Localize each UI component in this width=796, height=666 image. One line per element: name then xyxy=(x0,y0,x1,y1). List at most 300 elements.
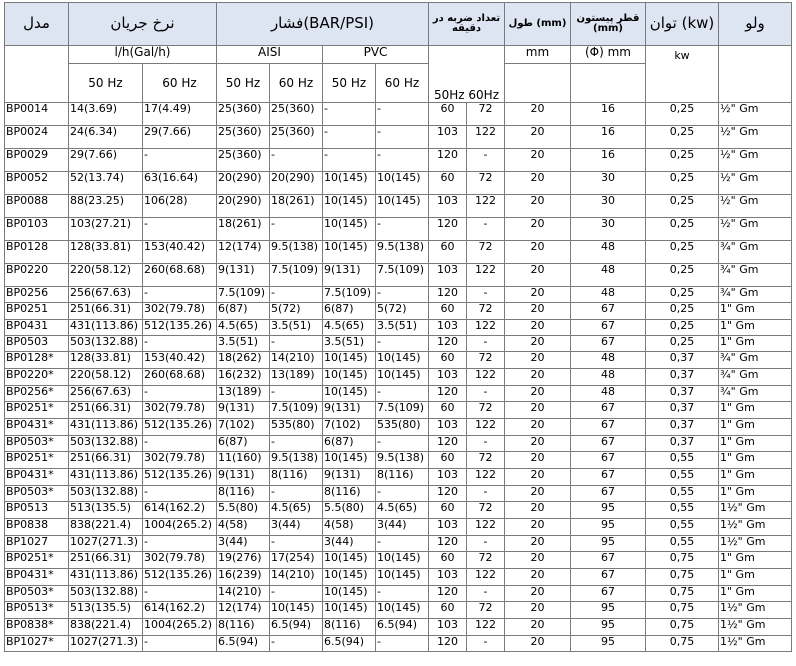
cell-diameter: 30 xyxy=(571,172,646,195)
cell-flow-50hz: 128(33.81) xyxy=(69,352,143,369)
cell-diameter: 67 xyxy=(571,402,646,419)
cell-flow-60hz: 614(162.2) xyxy=(143,602,217,619)
cell-length: 20 xyxy=(505,320,571,336)
cell-model: BP0503* xyxy=(5,436,69,452)
cell-pvc-60hz: - xyxy=(376,586,429,602)
cell-length: 20 xyxy=(505,552,571,569)
cell-valve: ¾" Gm xyxy=(719,352,792,369)
header-flow-50hz: 50 Hz xyxy=(69,64,143,103)
cell-flow-50hz: 503(132.88) xyxy=(69,336,143,352)
cell-pvc-50hz: 10(145) xyxy=(323,218,376,241)
cell-flow-50hz: 29(7.66) xyxy=(69,149,143,172)
cell-length: 20 xyxy=(505,586,571,602)
cell-aisi-60hz: - xyxy=(270,287,323,303)
table-row xyxy=(5,636,792,652)
cell-flow-60hz: - xyxy=(143,536,217,552)
cell-model: BP0431* xyxy=(5,419,69,436)
cell-flow-60hz: 153(40.42) xyxy=(143,352,217,369)
cell-strokes-50hz: 120 xyxy=(429,536,467,552)
cell-aisi-50hz: 25(360) xyxy=(217,126,270,149)
cell-flow-60hz: 614(162.2) xyxy=(143,502,217,519)
cell-pvc-50hz: 10(145) xyxy=(323,602,376,619)
header-flow-unit: l/h(Gal/h) xyxy=(69,46,217,64)
cell-aisi-50hz: 12(174) xyxy=(217,602,270,619)
cell-diameter: 16 xyxy=(571,126,646,149)
cell-model: BP0128 xyxy=(5,241,69,264)
cell-flow-50hz: 513(135.5) xyxy=(69,602,143,619)
cell-diameter: 16 xyxy=(571,149,646,172)
cell-pvc-50hz: 10(145) xyxy=(323,352,376,369)
cell-flow-50hz: 503(132.88) xyxy=(69,486,143,502)
cell-model: BP0431 xyxy=(5,320,69,336)
cell-strokes-60hz: 122 xyxy=(467,126,505,149)
cell-diameter: 30 xyxy=(571,195,646,218)
cell-pvc-60hz: - xyxy=(376,636,429,652)
cell-strokes-60hz: - xyxy=(467,436,505,452)
cell-strokes-50hz: 120 xyxy=(429,218,467,241)
cell-strokes-50hz: 60 xyxy=(429,172,467,195)
cell-aisi-50hz: 4.5(65) xyxy=(217,320,270,336)
cell-flow-60hz: 17(4.49) xyxy=(143,103,217,126)
cell-flow-60hz: - xyxy=(143,386,217,402)
cell-model: BP0503 xyxy=(5,336,69,352)
table-row xyxy=(5,419,792,436)
table-row xyxy=(5,619,792,636)
cell-aisi-50hz: 16(239) xyxy=(217,569,270,586)
cell-flow-50hz: 513(135.5) xyxy=(69,502,143,519)
cell-pvc-60hz: 3(44) xyxy=(376,519,429,536)
table-row xyxy=(5,126,792,149)
cell-flow-60hz: 106(28) xyxy=(143,195,217,218)
cell-valve: ½" Gm xyxy=(719,126,792,149)
cell-power: 0,37 xyxy=(646,369,719,386)
header-length: طول (mm) xyxy=(505,3,571,46)
cell-valve: ¾" Gm xyxy=(719,264,792,287)
cell-strokes-60hz: - xyxy=(467,536,505,552)
cell-strokes-50hz: 103 xyxy=(429,569,467,586)
cell-flow-60hz: - xyxy=(143,287,217,303)
cell-aisi-60hz: 20(290) xyxy=(270,172,323,195)
cell-flow-50hz: 220(58.12) xyxy=(69,264,143,287)
cell-model: BP0431* xyxy=(5,569,69,586)
cell-aisi-60hz: 3(44) xyxy=(270,519,323,536)
cell-strokes-50hz: 103 xyxy=(429,126,467,149)
cell-strokes-50hz: 103 xyxy=(429,419,467,436)
header-length-blank xyxy=(505,64,571,103)
cell-strokes-50hz: 120 xyxy=(429,336,467,352)
cell-pvc-50hz: 3.5(51) xyxy=(323,336,376,352)
cell-diameter: 48 xyxy=(571,264,646,287)
cell-flow-60hz: 512(135.26) xyxy=(143,419,217,436)
cell-diameter: 67 xyxy=(571,436,646,452)
table-row xyxy=(5,436,792,452)
cell-diameter: 30 xyxy=(571,218,646,241)
cell-power: 0,37 xyxy=(646,386,719,402)
cell-aisi-50hz: 19(276) xyxy=(217,552,270,569)
cell-valve: 1½" Gm xyxy=(719,519,792,536)
cell-aisi-60hz: 18(261) xyxy=(270,195,323,218)
cell-aisi-60hz: - xyxy=(270,536,323,552)
cell-flow-50hz: 256(67.63) xyxy=(69,287,143,303)
cell-diameter: 67 xyxy=(571,569,646,586)
cell-pvc-60hz: - xyxy=(376,386,429,402)
cell-diameter: 67 xyxy=(571,469,646,486)
cell-diameter: 67 xyxy=(571,486,646,502)
cell-strokes-50hz: 103 xyxy=(429,195,467,218)
cell-length: 20 xyxy=(505,419,571,436)
cell-strokes-50hz: 60 xyxy=(429,552,467,569)
cell-model: BP0256 xyxy=(5,287,69,303)
cell-strokes-60hz: - xyxy=(467,218,505,241)
table-row xyxy=(5,103,792,126)
cell-flow-60hz: - xyxy=(143,586,217,602)
cell-pvc-50hz: 8(116) xyxy=(323,619,376,636)
cell-length: 20 xyxy=(505,402,571,419)
cell-flow-50hz: 251(66.31) xyxy=(69,552,143,569)
cell-diameter: 48 xyxy=(571,287,646,303)
cell-diameter: 67 xyxy=(571,303,646,320)
cell-aisi-60hz: 25(360) xyxy=(270,126,323,149)
cell-valve: 1½" Gm xyxy=(719,619,792,636)
header-row-titles xyxy=(5,3,792,46)
cell-length: 20 xyxy=(505,636,571,652)
cell-strokes-60hz: 72 xyxy=(467,452,505,469)
cell-power: 0,75 xyxy=(646,619,719,636)
cell-aisi-50hz: 6.5(94) xyxy=(217,636,270,652)
cell-strokes-50hz: 103 xyxy=(429,369,467,386)
cell-valve: ¾" Gm xyxy=(719,369,792,386)
cell-aisi-60hz: - xyxy=(270,486,323,502)
cell-length: 20 xyxy=(505,303,571,320)
cell-flow-50hz: 256(67.63) xyxy=(69,386,143,402)
cell-aisi-50hz: 9(131) xyxy=(217,469,270,486)
cell-strokes-60hz: 72 xyxy=(467,502,505,519)
cell-strokes-60hz: 72 xyxy=(467,241,505,264)
cell-model: BP0029 xyxy=(5,149,69,172)
cell-flow-60hz: - xyxy=(143,218,217,241)
cell-flow-60hz: 302(79.78) xyxy=(143,303,217,320)
cell-valve: 1" Gm xyxy=(719,336,792,352)
cell-length: 20 xyxy=(505,386,571,402)
cell-power: 0,25 xyxy=(646,149,719,172)
cell-valve: 1" Gm xyxy=(719,586,792,602)
cell-strokes-60hz: - xyxy=(467,386,505,402)
table-row xyxy=(5,602,792,619)
cell-power: 0,25 xyxy=(646,320,719,336)
cell-pvc-60hz: - xyxy=(376,103,429,126)
cell-aisi-50hz: 6(87) xyxy=(217,303,270,320)
cell-pvc-50hz: - xyxy=(323,103,376,126)
header-diameter-blank xyxy=(571,64,646,103)
cell-diameter: 67 xyxy=(571,320,646,336)
cell-aisi-60hz: - xyxy=(270,336,323,352)
cell-flow-50hz: 103(27.21) xyxy=(69,218,143,241)
cell-strokes-50hz: 60 xyxy=(429,452,467,469)
cell-pvc-60hz: 7.5(109) xyxy=(376,264,429,287)
cell-aisi-60hz: 7.5(109) xyxy=(270,402,323,419)
cell-strokes-60hz: - xyxy=(467,336,505,352)
cell-valve: ¾" Gm xyxy=(719,386,792,402)
cell-strokes-60hz: - xyxy=(467,486,505,502)
cell-model: BP0014 xyxy=(5,103,69,126)
cell-strokes-60hz: - xyxy=(467,636,505,652)
cell-model: BP0251* xyxy=(5,552,69,569)
cell-valve: ½" Gm xyxy=(719,172,792,195)
cell-flow-60hz: - xyxy=(143,436,217,452)
cell-aisi-60hz: 25(360) xyxy=(270,103,323,126)
cell-aisi-60hz: 5(72) xyxy=(270,303,323,320)
cell-model: BP0503* xyxy=(5,586,69,602)
cell-flow-50hz: 251(66.31) xyxy=(69,452,143,469)
header-pressure: فشار(BAR/PSI) xyxy=(217,3,429,46)
cell-model: BP0024 xyxy=(5,126,69,149)
cell-flow-50hz: 503(132.88) xyxy=(69,586,143,602)
cell-length: 20 xyxy=(505,103,571,126)
cell-aisi-60hz: 3.5(51) xyxy=(270,320,323,336)
cell-power: 0,37 xyxy=(646,419,719,436)
table-row xyxy=(5,486,792,502)
cell-flow-60hz: 512(135.26) xyxy=(143,469,217,486)
cell-valve: 1½" Gm xyxy=(719,636,792,652)
cell-valve: 1½" Gm xyxy=(719,602,792,619)
cell-flow-60hz: - xyxy=(143,636,217,652)
header-row-units xyxy=(5,46,792,64)
cell-aisi-50hz: 14(210) xyxy=(217,586,270,602)
header-strokes-per-minute: تعداد ضربه در دقیقه xyxy=(429,3,505,46)
header-flow-60hz: 60 Hz xyxy=(143,64,217,103)
cell-flow-60hz: 302(79.78) xyxy=(143,402,217,419)
cell-flow-60hz: 1004(265.2) xyxy=(143,519,217,536)
cell-power: 0,55 xyxy=(646,502,719,519)
cell-pvc-50hz: 10(145) xyxy=(323,195,376,218)
cell-aisi-60hz: - xyxy=(270,586,323,602)
cell-pvc-60hz: 7.5(109) xyxy=(376,402,429,419)
cell-length: 20 xyxy=(505,336,571,352)
cell-strokes-50hz: 120 xyxy=(429,436,467,452)
cell-aisi-60hz: - xyxy=(270,386,323,402)
table-row xyxy=(5,149,792,172)
table-row xyxy=(5,264,792,287)
cell-diameter: 95 xyxy=(571,502,646,519)
cell-strokes-60hz: 72 xyxy=(467,103,505,126)
cell-valve: 1" Gm xyxy=(719,569,792,586)
cell-pvc-50hz: 4(58) xyxy=(323,519,376,536)
table-row xyxy=(5,386,792,402)
cell-aisi-50hz: 6(87) xyxy=(217,436,270,452)
cell-aisi-50hz: 7(102) xyxy=(217,419,270,436)
cell-pvc-50hz: 10(145) xyxy=(323,586,376,602)
cell-valve: ¾" Gm xyxy=(719,287,792,303)
cell-pvc-60hz: 8(116) xyxy=(376,469,429,486)
table-row xyxy=(5,336,792,352)
cell-length: 20 xyxy=(505,369,571,386)
cell-pvc-60hz: - xyxy=(376,218,429,241)
cell-flow-60hz: 1004(265.2) xyxy=(143,619,217,636)
cell-aisi-60hz: 535(80) xyxy=(270,419,323,436)
header-length-unit: mm xyxy=(505,46,571,64)
cell-model: BP0251 xyxy=(5,303,69,320)
cell-length: 20 xyxy=(505,241,571,264)
cell-power: 0,75 xyxy=(646,636,719,652)
cell-strokes-60hz: 72 xyxy=(467,172,505,195)
cell-power: 0,25 xyxy=(646,218,719,241)
cell-pvc-60hz: 9.5(138) xyxy=(376,241,429,264)
cell-power: 0,75 xyxy=(646,602,719,619)
cell-pvc-50hz: 10(145) xyxy=(323,369,376,386)
cell-power: 0,25 xyxy=(646,287,719,303)
cell-flow-60hz: 512(135.26) xyxy=(143,569,217,586)
cell-flow-50hz: 431(113.86) xyxy=(69,569,143,586)
cell-strokes-50hz: 60 xyxy=(429,103,467,126)
cell-length: 20 xyxy=(505,452,571,469)
table-body xyxy=(5,103,792,652)
cell-aisi-50hz: 13(189) xyxy=(217,386,270,402)
cell-valve: ½" Gm xyxy=(719,218,792,241)
cell-flow-50hz: 52(13.74) xyxy=(69,172,143,195)
table-row xyxy=(5,452,792,469)
table-row xyxy=(5,569,792,586)
cell-power: 0,25 xyxy=(646,336,719,352)
cell-pvc-50hz: 10(145) xyxy=(323,172,376,195)
table-row xyxy=(5,172,792,195)
cell-pvc-60hz: 3.5(51) xyxy=(376,320,429,336)
cell-length: 20 xyxy=(505,195,571,218)
header-pvc: PVC xyxy=(323,46,429,64)
cell-valve: 1" Gm xyxy=(719,436,792,452)
cell-pvc-50hz: 10(145) xyxy=(323,386,376,402)
cell-diameter: 67 xyxy=(571,419,646,436)
cell-strokes-50hz: 120 xyxy=(429,149,467,172)
cell-pvc-50hz: 9(131) xyxy=(323,469,376,486)
cell-strokes-60hz: 122 xyxy=(467,264,505,287)
cell-flow-60hz: 29(7.66) xyxy=(143,126,217,149)
cell-strokes-60hz: 122 xyxy=(467,195,505,218)
header-aisi-50hz: 50 Hz xyxy=(217,64,270,103)
header-aisi-60hz: 60 Hz xyxy=(270,64,323,103)
cell-strokes-50hz: 120 xyxy=(429,586,467,602)
cell-strokes-60hz: - xyxy=(467,287,505,303)
cell-strokes-50hz: 60 xyxy=(429,602,467,619)
cell-model: BP0128* xyxy=(5,352,69,369)
table-row xyxy=(5,287,792,303)
cell-power: 0,25 xyxy=(646,126,719,149)
cell-pvc-50hz: 8(116) xyxy=(323,486,376,502)
cell-aisi-60hz: 4.5(65) xyxy=(270,502,323,519)
cell-strokes-60hz: 72 xyxy=(467,402,505,419)
cell-strokes-50hz: 120 xyxy=(429,486,467,502)
cell-pvc-60hz: - xyxy=(376,436,429,452)
cell-flow-50hz: 838(221.4) xyxy=(69,619,143,636)
cell-pvc-50hz: 6.5(94) xyxy=(323,636,376,652)
cell-aisi-60hz: 17(254) xyxy=(270,552,323,569)
cell-aisi-60hz: - xyxy=(270,436,323,452)
cell-diameter: 16 xyxy=(571,103,646,126)
cell-power: 0,75 xyxy=(646,552,719,569)
cell-valve: 1" Gm xyxy=(719,402,792,419)
cell-length: 20 xyxy=(505,218,571,241)
table-row xyxy=(5,303,792,320)
cell-pvc-60hz: 535(80) xyxy=(376,419,429,436)
cell-power: 0,25 xyxy=(646,172,719,195)
cell-model: BP0431* xyxy=(5,469,69,486)
cell-flow-60hz: 302(79.78) xyxy=(143,452,217,469)
header-pvc-50hz: 50 Hz xyxy=(323,64,376,103)
cell-valve: ½" Gm xyxy=(719,195,792,218)
cell-aisi-50hz: 8(116) xyxy=(217,619,270,636)
cell-length: 20 xyxy=(505,264,571,287)
cell-pvc-60hz: - xyxy=(376,536,429,552)
cell-length: 20 xyxy=(505,602,571,619)
cell-diameter: 67 xyxy=(571,586,646,602)
cell-pvc-60hz: - xyxy=(376,287,429,303)
cell-power: 0,37 xyxy=(646,402,719,419)
cell-strokes-60hz: 122 xyxy=(467,419,505,436)
cell-pvc-50hz: - xyxy=(323,126,376,149)
cell-diameter: 48 xyxy=(571,352,646,369)
cell-strokes-60hz: 122 xyxy=(467,569,505,586)
header-model-blank xyxy=(5,46,69,103)
table-row xyxy=(5,552,792,569)
cell-length: 20 xyxy=(505,536,571,552)
cell-pvc-60hz: 10(145) xyxy=(376,602,429,619)
cell-diameter: 67 xyxy=(571,452,646,469)
cell-pvc-60hz: - xyxy=(376,336,429,352)
cell-pvc-50hz: 6(87) xyxy=(323,436,376,452)
cell-flow-50hz: 88(23.25) xyxy=(69,195,143,218)
cell-strokes-50hz: 60 xyxy=(429,352,467,369)
cell-pvc-50hz: 6(87) xyxy=(323,303,376,320)
cell-flow-60hz: 260(68.68) xyxy=(143,369,217,386)
cell-length: 20 xyxy=(505,469,571,486)
cell-power: 0,25 xyxy=(646,303,719,320)
cell-strokes-60hz: 72 xyxy=(467,602,505,619)
cell-flow-50hz: 431(113.86) xyxy=(69,320,143,336)
cell-pvc-60hz: 6.5(94) xyxy=(376,619,429,636)
cell-pvc-50hz: 4.5(65) xyxy=(323,320,376,336)
cell-valve: 1" Gm xyxy=(719,303,792,320)
cell-power: 0,55 xyxy=(646,536,719,552)
cell-flow-50hz: 431(113.86) xyxy=(69,469,143,486)
header-power-unit: kw xyxy=(646,46,719,103)
cell-flow-60hz: - xyxy=(143,486,217,502)
table-row xyxy=(5,536,792,552)
cell-aisi-60hz: 9.5(138) xyxy=(270,241,323,264)
cell-pvc-50hz: 9(131) xyxy=(323,264,376,287)
cell-pvc-60hz: 5(72) xyxy=(376,303,429,320)
cell-power: 0,25 xyxy=(646,264,719,287)
cell-pvc-60hz: 4.5(65) xyxy=(376,502,429,519)
cell-aisi-50hz: 7.5(109) xyxy=(217,287,270,303)
cell-pvc-60hz: - xyxy=(376,126,429,149)
cell-aisi-50hz: 9(131) xyxy=(217,402,270,419)
cell-pvc-50hz: 5.5(80) xyxy=(323,502,376,519)
cell-aisi-50hz: 25(360) xyxy=(217,149,270,172)
cell-strokes-50hz: 60 xyxy=(429,241,467,264)
cell-strokes-60hz: 122 xyxy=(467,519,505,536)
cell-strokes-50hz: 120 xyxy=(429,287,467,303)
cell-pvc-60hz: 10(145) xyxy=(376,369,429,386)
header-valve-blank xyxy=(719,46,792,103)
cell-aisi-50hz: 11(160) xyxy=(217,452,270,469)
cell-pvc-50hz: 10(145) xyxy=(323,241,376,264)
cell-diameter: 48 xyxy=(571,241,646,264)
header-power: توان (kw) xyxy=(646,3,719,46)
header-model: مدل xyxy=(5,3,69,46)
cell-length: 20 xyxy=(505,149,571,172)
cell-aisi-50hz: 4(58) xyxy=(217,519,270,536)
cell-flow-60hz: 302(79.78) xyxy=(143,552,217,569)
table-row xyxy=(5,469,792,486)
